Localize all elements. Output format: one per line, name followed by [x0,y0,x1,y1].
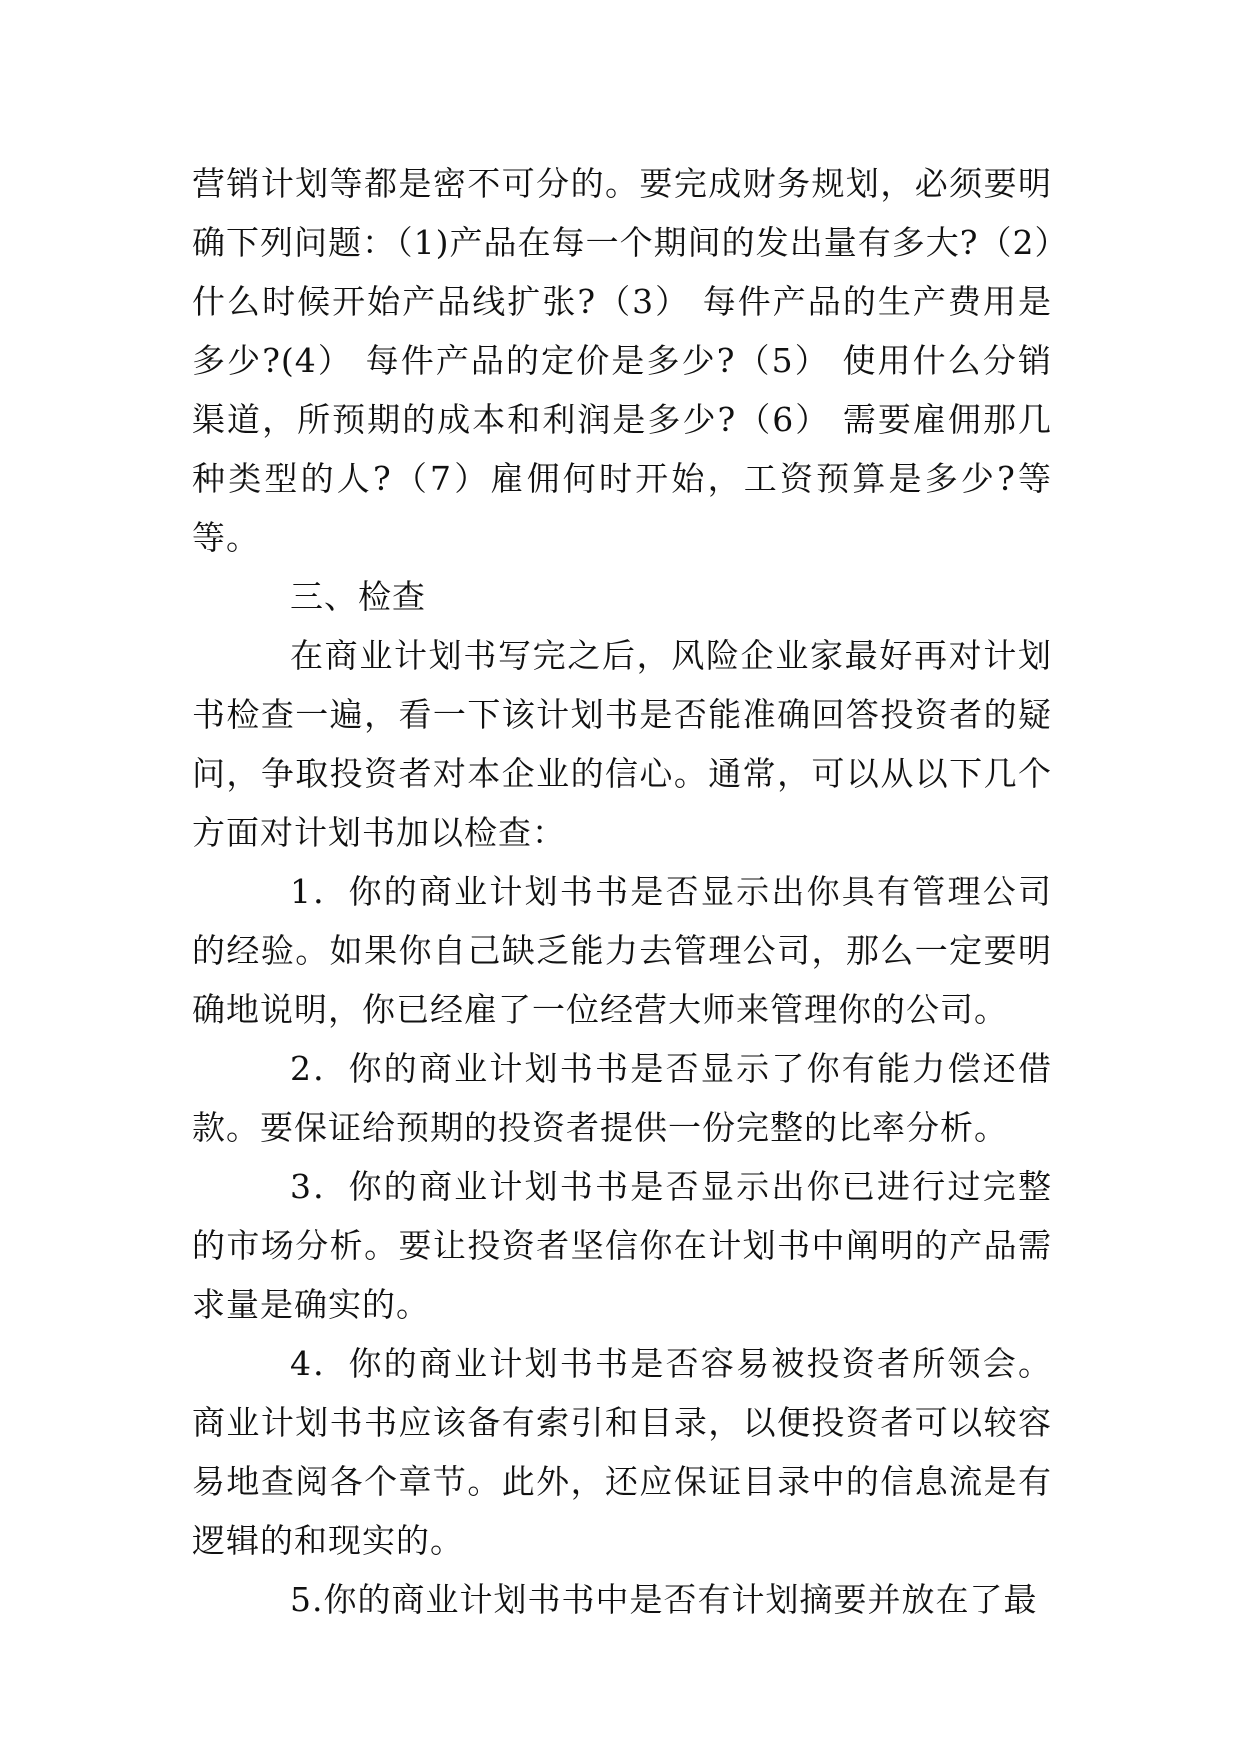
check-item-1: 1．你的商业计划书书是否显示出你具有管理公司的经验。如果你自己缺乏能力去管理公司，那么一定要明确地说明，你已经雇了一位经营大师来管理你的公司。 [192,872,1052,1029]
paragraph-check-intro: 在商业计划书写完之后，风险企业家最好再对计划书检查一遍，看一下该计划书是否能准确回答投资者的疑问，争取投资者对本企业的信心。通常，可以从以下几个方面对计划书加以检查： [192,636,1052,852]
paragraph-financial-planning-questions: 营销计划等都是密不可分的。要完成财务规划，必须要明确下列问题：（1)产品在每一个期间的发出量有多大?（2）什么时候开始产品线扩张?（3） 每件产品的生产费用是多少?(4） 每件产品的定价是多少?（5） 使用什么分销渠道，所预期的成本和利润是多少?（6） 需要雇佣那几种类型的人?（7）雇佣何时开始，工资预算是多少?等等。 [192,164,1052,557]
check-item-5: 5.你的商业计划书书中是否有计划摘要并放在了最 [290,1580,1038,1619]
check-item-3: 3．你的商业计划书书是否显示出你已进行过完整的市场分析。要让投资者坚信你在计划书中阐明的产品需求量是确实的。 [192,1167,1052,1324]
document-body [192,154,1052,1629]
check-item-4: 4．你的商业计划书书是否容易被投资者所领会。商业计划书书应该备有索引和目录，以便投资者可以较容易地查阅各个章节。此外，还应保证目录中的信息流是有逻辑的和现实的。 [192,1344,1052,1560]
section-heading-check: 三、检查 [290,577,426,616]
check-item-2: 2．你的商业计划书书是否显示了你有能力偿还借款。要保证给预期的投资者提供一份完整的比率分析。 [192,1049,1052,1147]
